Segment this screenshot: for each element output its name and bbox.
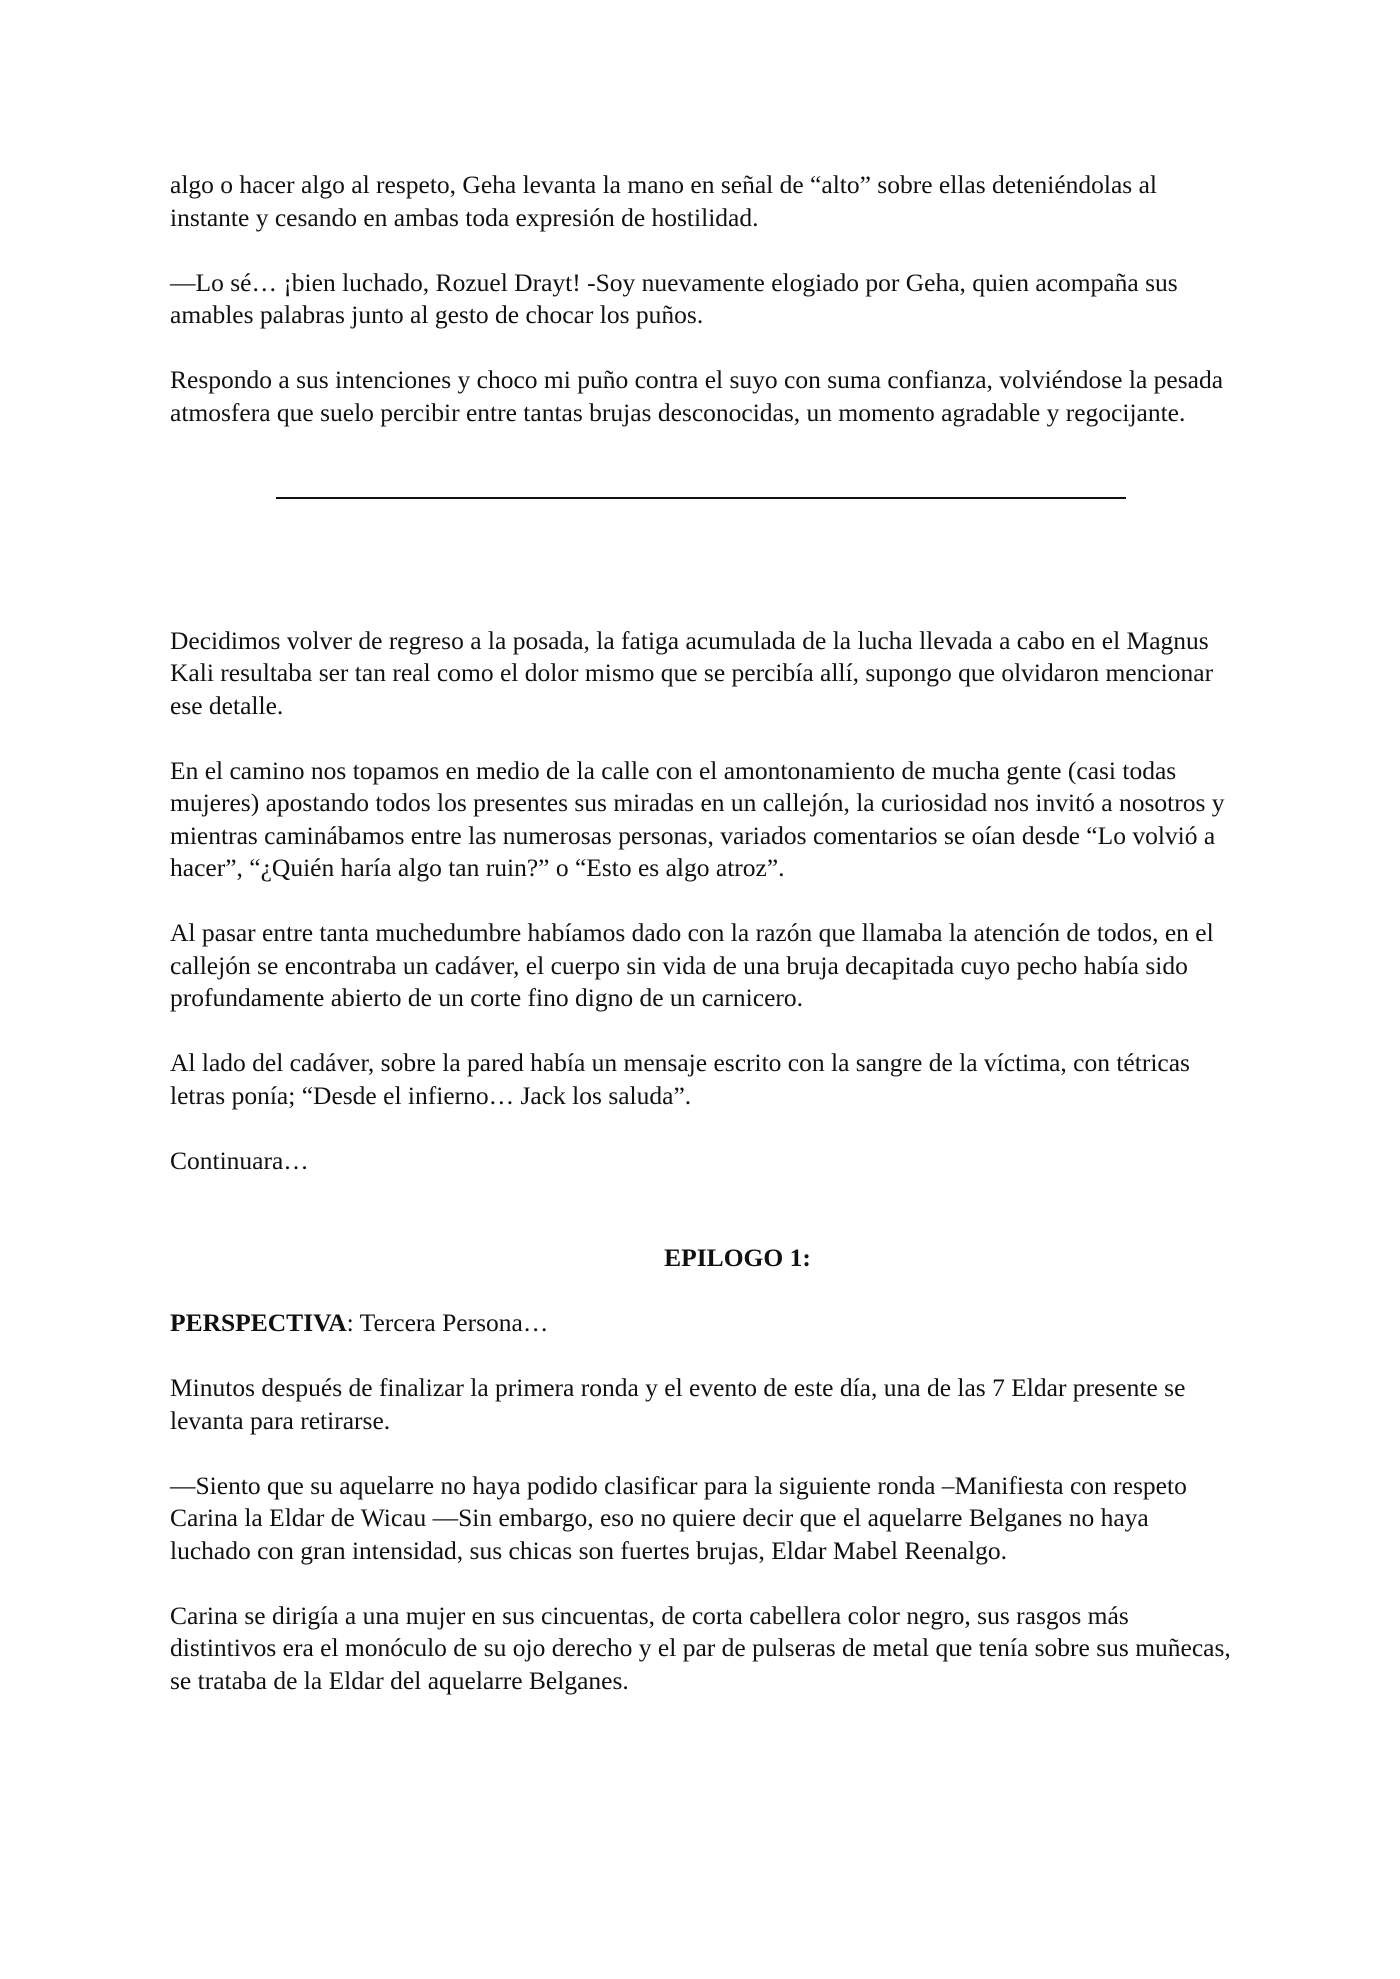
paragraph: —Lo sé… ¡bien luchado, Rozuel Drayt! -Soy nuevamente elogiado por Geha, quien acompaña sus amables palabras junto al gesto de chocar los puños. bbox=[170, 267, 1178, 329]
paragraph: Al lado del cadáver, sobre la pared había un mensaje escrito con la sangre de la víctima, con tétricas letras ponía; “Desde el infierno… Jack los saluda”. bbox=[170, 1048, 1190, 1110]
paragraph: Al pasar entre tanta muchedumbre habíamos dado con la razón que llamaba la atención de todos, en el callejón se encontraba un cadáver, el cuerpo sin vida de una bruja decapitada cuyo pecho había sido profundamente abierto de un corte fino digno de un carnicero. bbox=[170, 918, 1214, 1012]
paragraph: Minutos después de finalizar la primera ronda y el evento de este día, una de las 7 Eldar presente se levanta para retirarse. bbox=[170, 1373, 1186, 1435]
paragraph: En el camino nos topamos en medio de la calle con el amontonamiento de mucha gente (casi todas mujeres) apostando todos los presentes sus miradas en un callejón, la curiosidad nos invitó a nosotros y mientras caminábamos entre las numerosas personas, variados comentarios se oían desde “Lo volvió a hacer”, “¿Quién haría algo tan ruin?” o “Esto es algo atroz”. bbox=[170, 755, 1225, 882]
section-separator bbox=[170, 462, 1235, 625]
paragraph: Decidimos volver de regreso a la posada, la fatiga acumulada de la lucha llevada a cabo en el Magnus Kali resultaba ser tan real como el dolor mismo que se percibía allí, supongo que olvidaron mencionar ese detalle. bbox=[170, 625, 1214, 720]
paragraph: —Siento que su aquelarre no haya podido clasificar para la siguiente ronda –Manifiesta con respeto Carina la Eldar de Wicau —Sin embargo, eso no quiere decir que el aquelarre Belganes no haya luchado con gran intensidad, sus chicas son fuertes brujas, Eldar Mabel Reenalgo. bbox=[170, 1470, 1187, 1565]
paragraph: algo o hacer algo al respeto, Geha levanta la mano en señal de “alto” sobre ellas deteniéndolas al instante y cesando en ambas toda expresión de hostilidad. bbox=[170, 170, 1157, 232]
spacer bbox=[170, 1210, 1235, 1243]
continuation-note: Continuara… bbox=[170, 1145, 309, 1175]
epilogue-heading: EPILOGO 1: bbox=[664, 1243, 811, 1272]
perspective-line bbox=[170, 1307, 1235, 1340]
paragraph: Respondo a sus intenciones y choco mi puño contra el suyo con suma confianza, volviéndose la pesada atmosfera que suelo percibir entre tantas brujas desconocidas, un momento agradable y regocijante. bbox=[170, 365, 1224, 427]
paragraph: Carina se dirigía a una mujer en sus cincuentas, de corta cabellera color negro, sus rasgos más distintivos era el monóculo de su ojo derecho y el par de pulseras de metal que tenía sobre sus muñecas, se trataba de la Eldar del aquelarre Belganes. bbox=[170, 1600, 1231, 1695]
perspective-label: PERSPECTIVA bbox=[170, 1308, 347, 1337]
horizontal-rule bbox=[276, 497, 1126, 499]
page-content bbox=[170, 169, 1235, 1730]
perspective-value: : Tercera Persona… bbox=[346, 1308, 549, 1337]
